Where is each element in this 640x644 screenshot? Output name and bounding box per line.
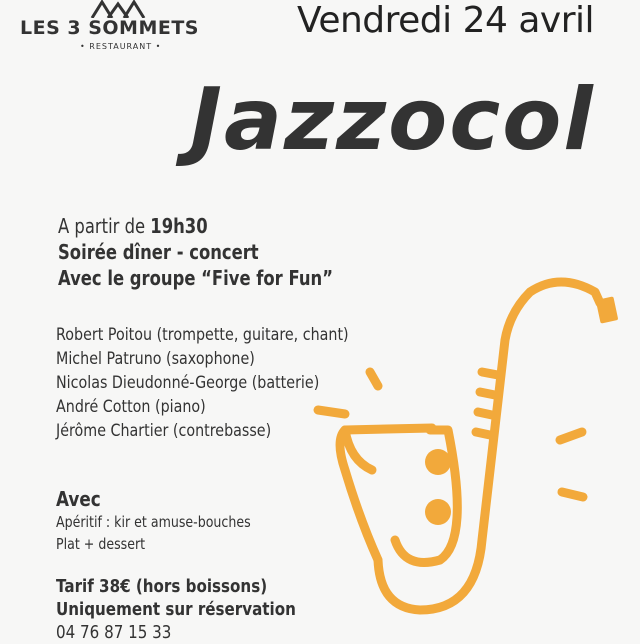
list-item: Nicolas Dieudonné-George (batterie) (56, 373, 320, 393)
list-item: Plat + dessert (56, 535, 146, 553)
event-title: Jazzocol (190, 70, 595, 170)
restaurant-name: LES 3 SOMMETS (20, 17, 199, 39)
phone-number: 04 76 87 15 33 (56, 622, 172, 643)
band-line: Avec le groupe “Five for Fun” (58, 266, 333, 290)
list-item: Jérôme Chartier (contrebasse) (56, 421, 272, 441)
included-section (56, 487, 288, 555)
restaurant-subtitle: • RESTAURANT • (80, 42, 162, 51)
included-heading: Avec (56, 487, 101, 511)
restaurant-logo (18, 0, 218, 60)
mountain-logo-icon (88, 0, 148, 18)
list-item: André Cotton (piano) (56, 397, 206, 417)
event-type: Soirée dîner - concert (58, 240, 259, 264)
start-time-prefix: A partir de (58, 214, 151, 238)
event-date: Vendredi 24 avril (297, 0, 595, 41)
saxophone-icon (300, 270, 640, 640)
booking-section (56, 575, 342, 644)
list-item: Robert Poitou (trompette, guitare, chant) (56, 325, 349, 345)
list-item: Michel Patruno (saxophone) (56, 349, 255, 369)
start-time-line (58, 213, 337, 239)
price-text: Tarif 38€ (hors boissons) (56, 576, 268, 597)
list-item: Apéritif : kir et amuse-bouches (56, 513, 251, 531)
reservation-note: Uniquement sur réservation (56, 599, 296, 620)
start-time: 19h30 (150, 214, 208, 238)
